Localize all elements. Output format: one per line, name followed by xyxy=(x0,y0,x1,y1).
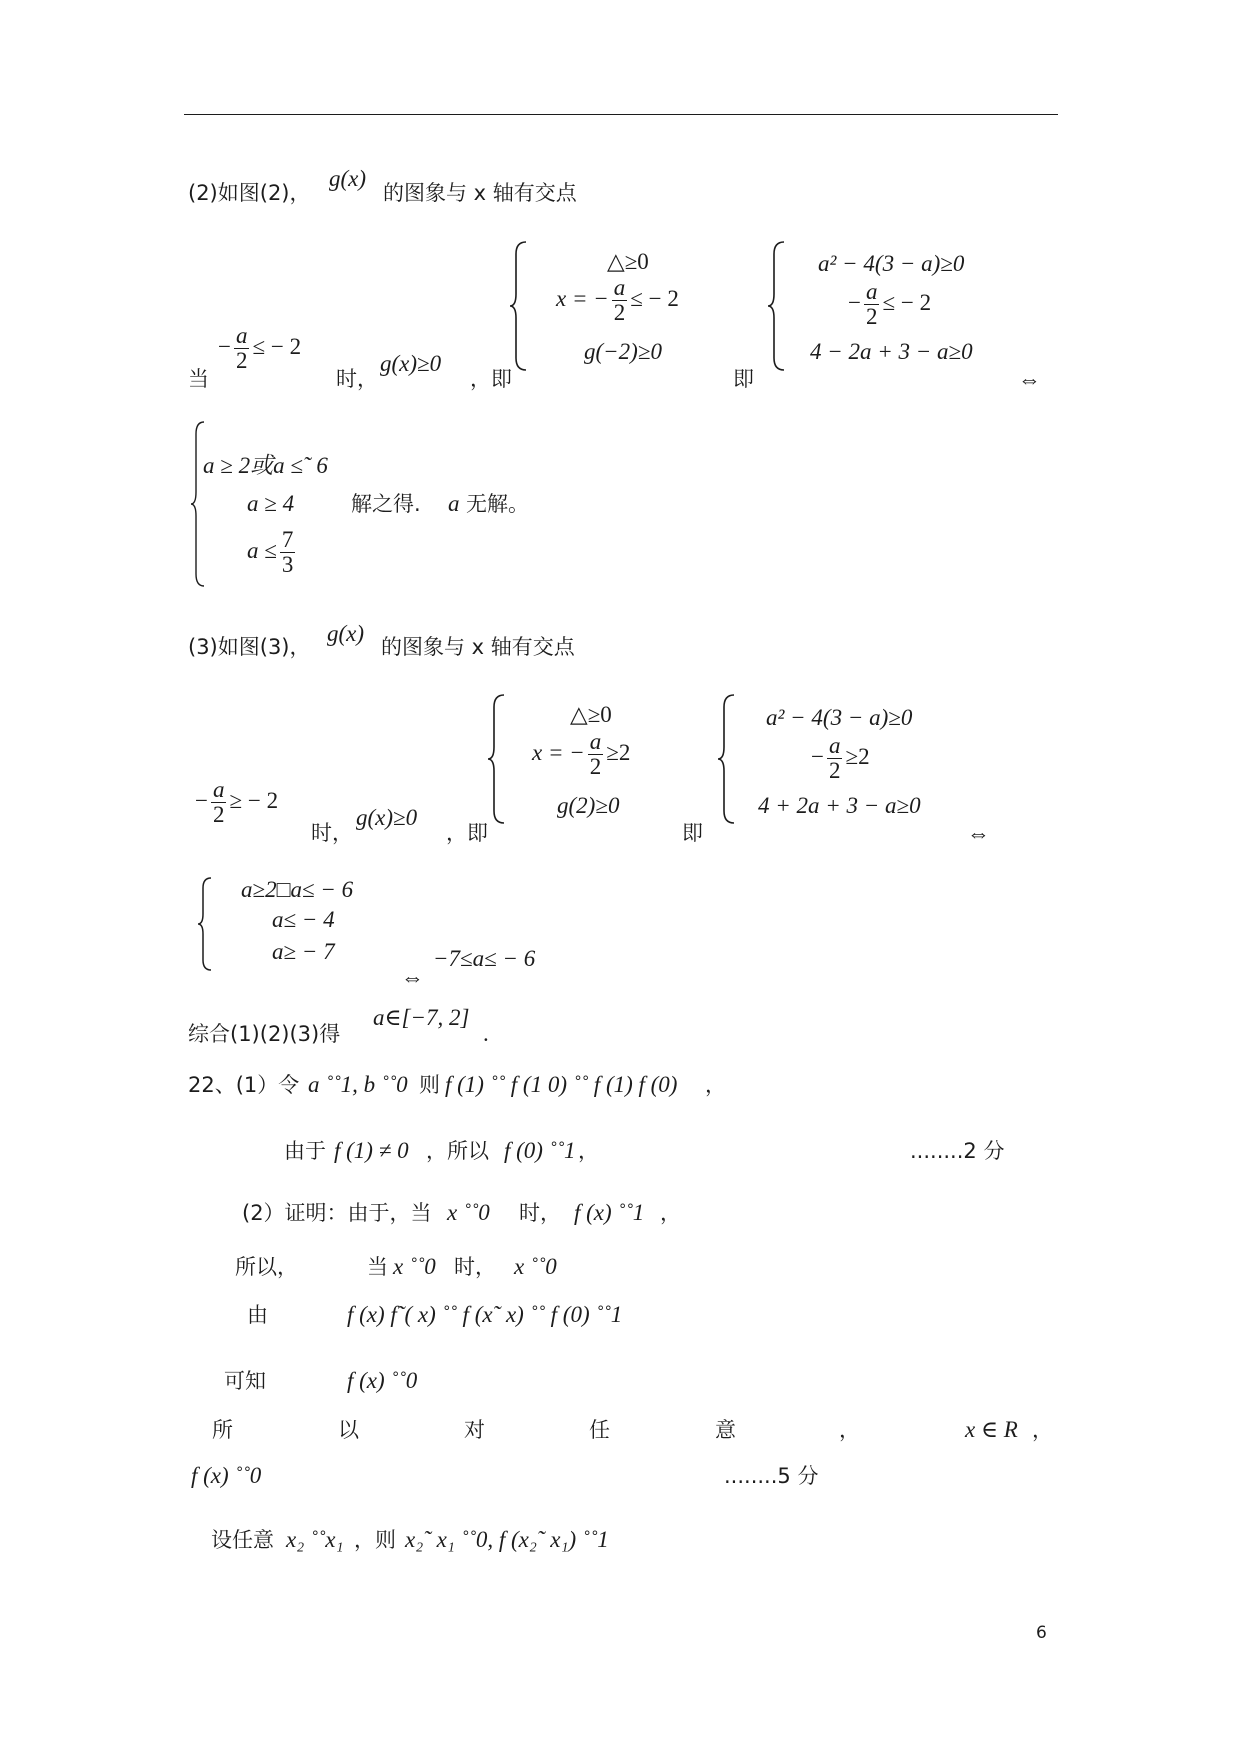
part3-sys2-line3: 4 + 2a + 3 − a≥0 xyxy=(758,793,921,818)
part3-iff: ⇔ xyxy=(967,821,990,846)
part2-sys2-line2: − $\frac{a}{2}$ ≤ − 2 xyxy=(848,279,932,330)
q22-line9-a: 设任意 xyxy=(211,1528,274,1552)
part2-ji: ，即 xyxy=(470,367,512,391)
part2-when: 当 xyxy=(188,367,209,391)
part2-intro: (2)如图(2)， xyxy=(188,181,311,205)
q22-line2-a: 由于 xyxy=(284,1139,326,1163)
q22-line6-math: f (x) ˚˚0 xyxy=(347,1368,418,1393)
q22-line4-math2: x ˚˚0 xyxy=(514,1254,557,1279)
q22-line2-math2: f (0) ˚˚1 xyxy=(504,1138,576,1163)
q22-line7-char-3: 对 xyxy=(464,1418,485,1442)
q22-line7-math: x ∈ R xyxy=(965,1417,1018,1442)
q22-line3-math2: f (x) ˚˚1 xyxy=(574,1200,645,1225)
part3-sys1-line2: x = − $\frac{a}{2}$ ≥2 xyxy=(532,729,631,780)
q22-line3-b: 时， xyxy=(519,1201,561,1225)
q22-line6-a: 可知 xyxy=(224,1369,266,1393)
part2-gx: g(x) xyxy=(329,166,367,191)
part2-ji2: 即 xyxy=(733,367,754,391)
q22-line5-math: f (x) f˜( x) ˚˚ f (x˜ x) ˚˚ f (0) ˚˚1 xyxy=(347,1302,623,1327)
summary-dot: . xyxy=(483,1021,489,1046)
q22-line1-math: a ˚˚1, b ˚˚0 xyxy=(308,1072,408,1097)
part2-sys2-line1: a² − 4(3 − a)≥0 xyxy=(818,251,965,276)
part3-sys1-line1: △≥0 xyxy=(570,702,612,727)
part3-gx-ge0: g(x)≥0 xyxy=(356,805,418,830)
part2-sys3-line1: a ≥ 2或a ≤˜ 6 xyxy=(203,453,328,478)
q22-line3-math: x ˚˚0 xyxy=(447,1200,490,1225)
q22-line8-math: f (x) ˚˚0 xyxy=(191,1463,262,1488)
part2-sys1-line2: x = − $\frac{a}{2}$ ≤ − 2 xyxy=(556,275,679,326)
part3-sys3-brace xyxy=(196,876,214,972)
q22-line4-math: x ˚˚0 xyxy=(393,1254,436,1279)
q22-line7-char-4: 任 xyxy=(589,1418,610,1442)
q22-line9-math2: x₂˜ x₁ ˚˚0, f (x₂˜ x₁) ˚˚1 xyxy=(405,1527,609,1552)
part2-intro-tail: 的图象与 x 轴有交点 xyxy=(383,181,577,205)
summary-result: a∈[−7, 2] xyxy=(373,1005,470,1030)
page-number: 6 xyxy=(1036,1623,1047,1643)
q22-line7-char-5: 意 xyxy=(715,1418,736,1442)
part2-sys2-line3: 4 − 2a + 3 − a≥0 xyxy=(810,339,973,364)
q22-line7-char-6: ， xyxy=(839,1418,860,1442)
part3-sys1-line3: g(2)≥0 xyxy=(557,793,620,818)
q22-line3-end: ， xyxy=(660,1201,681,1225)
q22-line9-math: x₂ ˚˚x₁ xyxy=(286,1527,344,1552)
q22-line7-end: ， xyxy=(1032,1418,1053,1442)
part3-sys2-line2: − $\frac{a}{2}$ ≥2 xyxy=(811,733,870,784)
part2-sys1-brace xyxy=(508,240,530,372)
q22-line7-char-1: 所 xyxy=(212,1418,233,1442)
part3-gx: g(x) xyxy=(327,621,365,646)
part2-sys3-line3: a ≤ $\frac{7}{3}$ xyxy=(247,527,294,578)
part3-condition: − $\frac{a}{2}$ ≥ − 2 xyxy=(195,777,279,828)
part3-intro: (3)如图(3)， xyxy=(188,635,311,659)
q22-line2-math: f (1) ≠ 0 xyxy=(334,1138,409,1163)
q22-line2-b: ，所以 xyxy=(426,1139,489,1163)
part2-sys3-line2: a ≥ 4 xyxy=(247,491,295,516)
part2-sys2-brace xyxy=(766,240,788,372)
q22-line1-end: ， xyxy=(705,1073,726,1097)
part3-intro-tail: 的图象与 x 轴有交点 xyxy=(381,635,575,659)
part3-result: −7≤a≤ − 6 xyxy=(433,946,536,971)
q22-line4-a: 所以， xyxy=(235,1255,298,1279)
q22-line5-a: 由 xyxy=(247,1303,268,1327)
part3-sys2-brace xyxy=(716,693,738,825)
part3-shi: 时， xyxy=(311,821,353,845)
part3-sys3-line3: a≥ − 7 xyxy=(272,939,335,964)
q22-line1-then: 则 xyxy=(419,1073,440,1097)
part2-sys1-line1: △≥0 xyxy=(607,249,649,274)
part3-iff2: ⇔ xyxy=(401,965,424,990)
part2-gx-ge0: g(x)≥0 xyxy=(380,351,442,376)
q22-line8-score: ........5 分 xyxy=(724,1464,819,1488)
part2-iff: ⇔ xyxy=(1018,367,1041,392)
q22-line2-end: ， xyxy=(578,1139,599,1163)
q22-line4-c: 时， xyxy=(454,1255,496,1279)
q22-line1-math2: f (1) ˚˚ f (1 0) ˚˚ f (1) f (0) xyxy=(445,1072,678,1097)
header-rule xyxy=(184,114,1058,115)
q22-line2-score: ........2 分 xyxy=(910,1139,1005,1163)
q22-line3-a: (2）证明：由于，当 xyxy=(242,1201,432,1225)
part2-solve: 解之得. xyxy=(351,492,421,516)
part3-sys2-line1: a² − 4(3 − a)≥0 xyxy=(766,705,913,730)
part3-ji: ，即 xyxy=(446,821,488,845)
part2-sys3-brace xyxy=(190,420,206,588)
part3-sys3-line2: a≤ − 4 xyxy=(272,907,335,932)
summary-text: 综合(1)(2)(3)得 xyxy=(188,1022,341,1046)
q22-line7-char-2: 以 xyxy=(338,1418,359,1442)
part3-sys3-line1: a≥2□a≤ − 6 xyxy=(241,877,354,902)
part2-shi: 时， xyxy=(336,367,378,391)
part2-condition: − $\frac{a}{2}$ ≤ − 2 xyxy=(218,323,302,374)
part3-sys1-brace xyxy=(486,693,508,825)
part2-sys1-line3: g(−2)≥0 xyxy=(584,339,662,364)
part3-ji2: 即 xyxy=(682,821,703,845)
q22-line4-b: 当 xyxy=(367,1255,388,1279)
q22-line1-label: 22、(1）令 xyxy=(188,1073,300,1097)
part2-a-var: a xyxy=(448,491,460,516)
q22-line9-b: ，则 xyxy=(354,1528,396,1552)
part2-no-solution: 无解。 xyxy=(466,492,529,516)
